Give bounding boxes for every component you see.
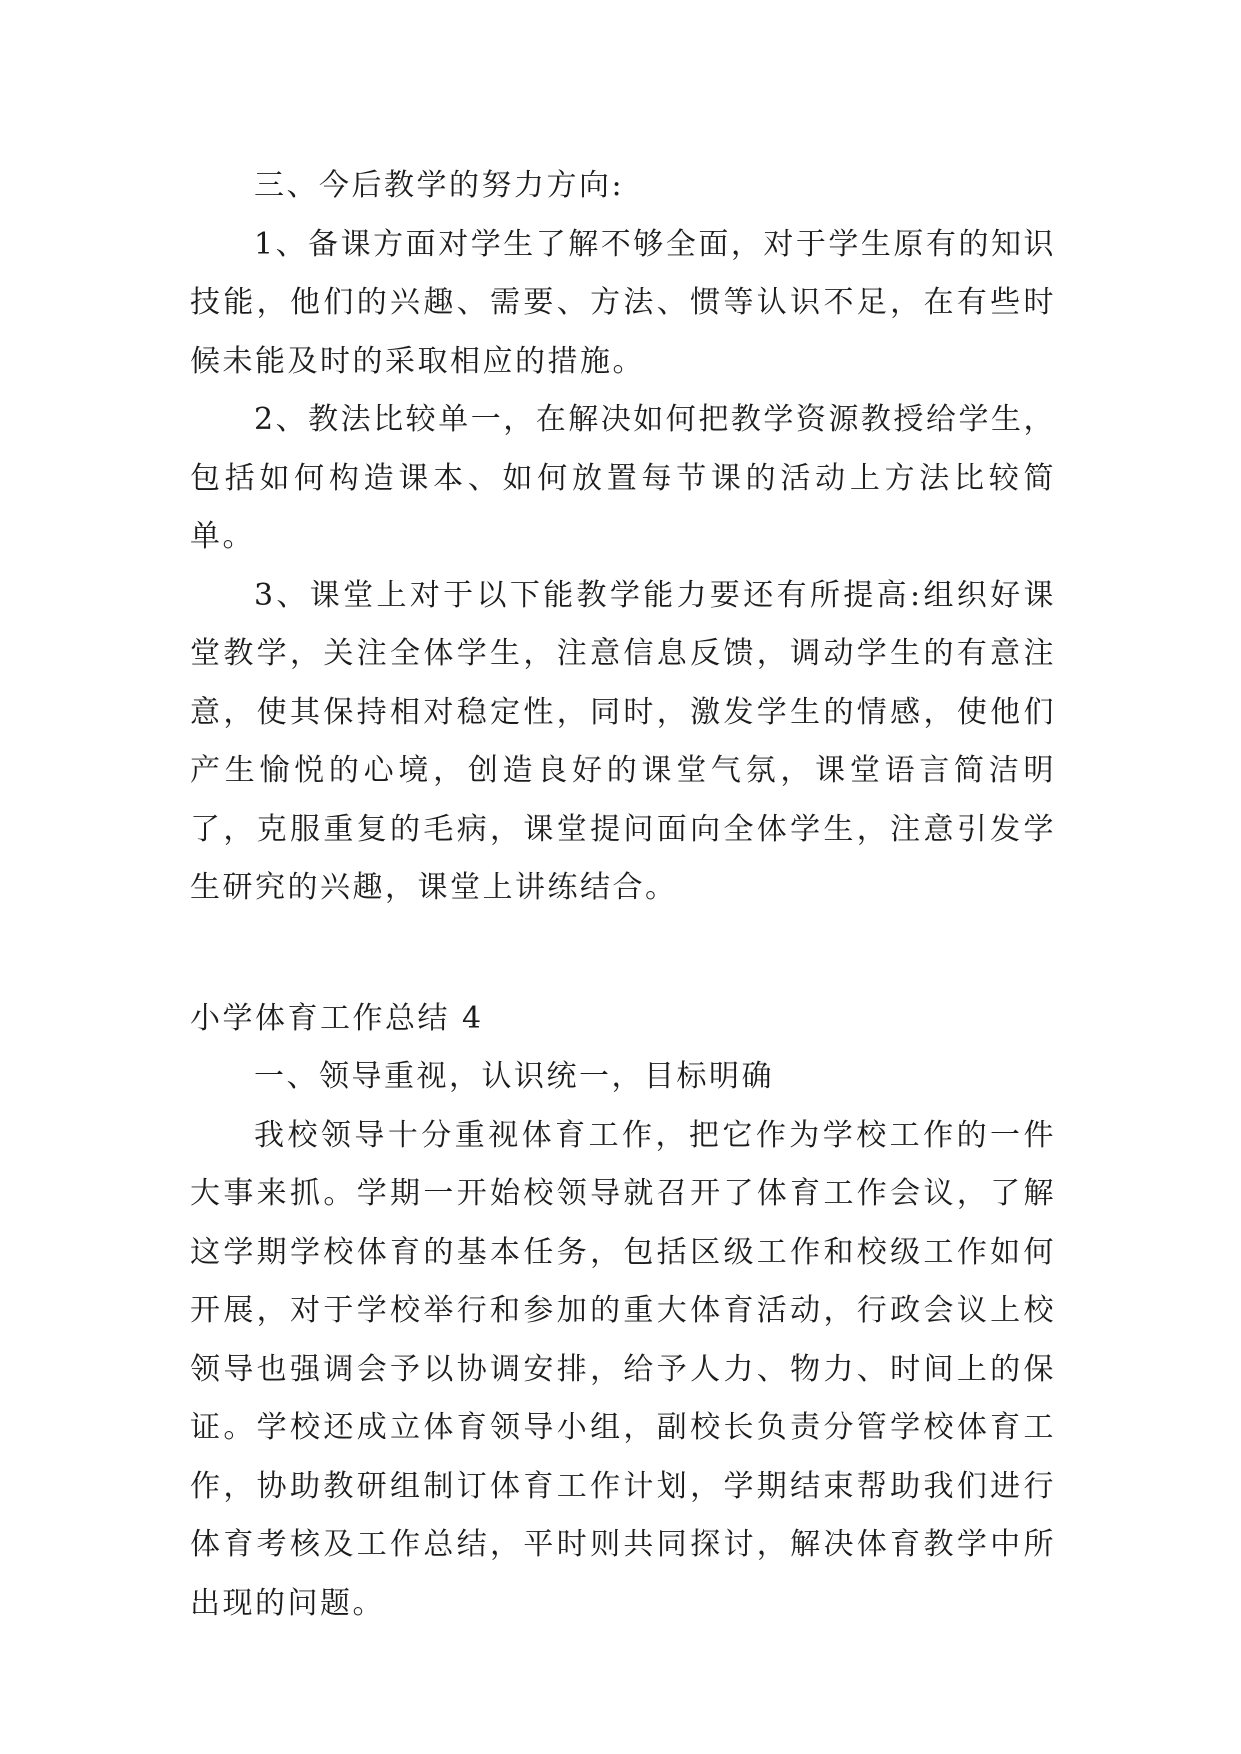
- document-body: [190, 157, 1056, 1633]
- list-item: 2、教法比较单一，在解决如何把教学资源教授给学生，包括如何构造课本、如何放置每节课的活动上方法比较简单。: [190, 402, 1056, 554]
- section-heading: 三、今后教学的努力方向:: [254, 168, 625, 203]
- section-subheading: 一、领导重视，认识统一，目标明确: [254, 1059, 774, 1094]
- list-item: 3、课堂上对于以下能教学能力要还有所提高:组织好课堂教学，关注全体学生，注意信息反馈，调动学生的有意注意，使其保持相对稳定性，同时，激发学生的情感，使他们产生愉悦的心境，创造良好的课堂气氛，课堂语言简洁明了，克服重复的毛病，课堂提问面向全体学生，注意引发学生研究的兴趣，课堂上讲练结合。: [190, 577, 1056, 905]
- body-paragraph: 我校领导十分重视体育工作，把它作为学校工作的一件大事来抓。学期一开始校领导就召开了体育工作会议，了解这学期学校体育的基本任务，包括区级工作和校级工作如何开展，对于学校举行和参加的重大体育活动，行政会议上校领导也强调会予以协调安排，给予人力、物力、时间上的保证。学校还成立体育领导小组，副校长负责分管学校体育工作，协助教研组制订体育工作计划，学期结束帮助我们进行体育考核及工作总结，平时则共同探讨，解决体育教学中所出现的问题。: [190, 1117, 1056, 1621]
- list-item: 1、备课方面对学生了解不够全面，对于学生原有的知识技能，他们的兴趣、需要、方法、惯等认识不足，在有些时候未能及时的采取相应的措施。: [190, 226, 1056, 379]
- section-title: 小学体育工作总结 4: [190, 1000, 484, 1036]
